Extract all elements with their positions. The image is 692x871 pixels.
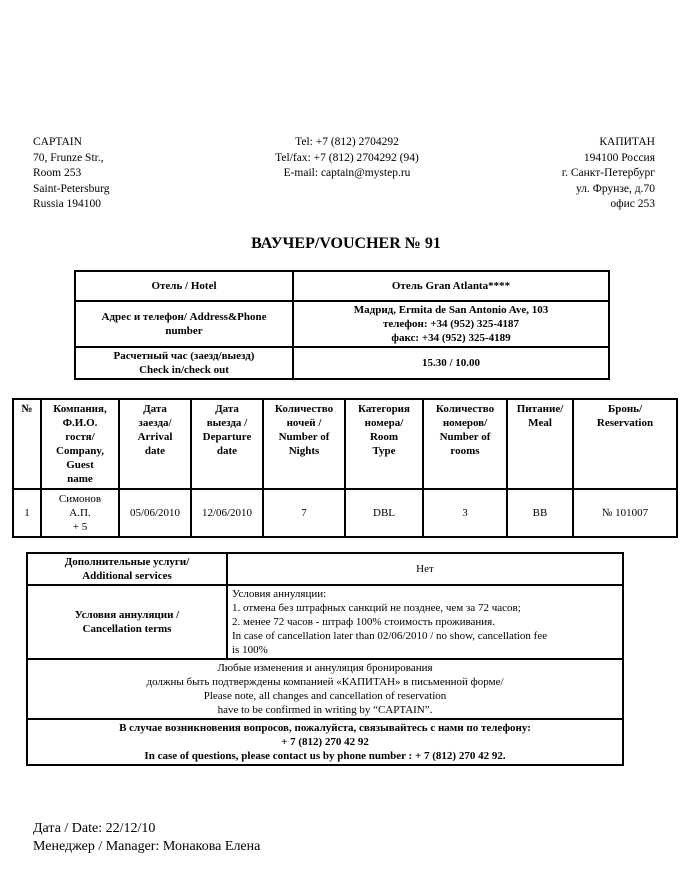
address-line: CAPTAIN [33, 136, 82, 148]
address-line: г. Санкт-Петербург [561, 167, 655, 179]
address-label-line: Адрес и телефон/ Address&Phone [101, 311, 267, 323]
terms-line: is 100% [232, 644, 268, 656]
guest-line: А.П. [69, 507, 91, 519]
col-header-nights: Количество ночей / Number of Nights [263, 399, 345, 489]
terms-line: Условия аннуляции: [232, 588, 327, 600]
cell-arrival: 05/06/2010 [119, 489, 191, 537]
company-contacts [232, 135, 462, 182]
address-value [293, 301, 609, 347]
voucher-title: ВАУЧЕР/VOUCHER № 91 [251, 235, 441, 252]
note-line: In case of questions, please contact us by phone number : + 7 (812) 270 42 92. [144, 750, 506, 762]
col-header-room-type: Категория номера/ Room Type [345, 399, 423, 489]
label-line: Дополнительные услуги/ [64, 556, 190, 568]
note-line: Please note, all changes and cancellation of reservation [203, 690, 447, 702]
cell-reservation: № 101007 [573, 489, 677, 537]
company-address-en [33, 135, 109, 213]
label-line: Additional services [82, 570, 172, 582]
booking-table [12, 398, 678, 538]
contact-line: Tel: +7 (812) 2704292 [295, 136, 399, 148]
note-line: Любые изменения и аннуляция бронирования [217, 662, 433, 674]
note-line: должны быть подтверждены компанией «КАПИТАН» в письменной форме/ [146, 676, 504, 688]
changes-note [27, 659, 623, 719]
cell-room-type: DBL [345, 489, 423, 537]
guest-line: Симонов [58, 493, 102, 505]
address-line: Russia 194100 [33, 198, 102, 210]
cell-rooms: 3 [423, 489, 507, 537]
cell-guest [41, 489, 119, 537]
issue-date: Дата / Date: 22/12/10 [33, 821, 156, 836]
hotel-info-table [74, 270, 610, 380]
note-line: have to be confirmed in writing by “CAPTAIN”. [217, 704, 433, 716]
guest-line: + 5 [72, 521, 88, 533]
col-header-rooms: Количество номеров/ Number of rooms [423, 399, 507, 489]
cell-meal: BB [507, 489, 573, 537]
col-header-meal: Питание/ Meal [507, 399, 573, 489]
cell-nights: 7 [263, 489, 345, 537]
contact-line: Tel/fax: +7 (812) 2704292 (94) [275, 151, 419, 164]
phone-line: + 7 (812) 270 42 92 [281, 736, 369, 748]
terms-line: In case of cancellation later than 02/06/2010 / no show, cancellation fee [232, 630, 548, 642]
services-table [26, 552, 624, 766]
address-label [75, 301, 293, 347]
hotel-label: Отель / Hotel [75, 271, 293, 301]
address-line: 70, Frunze Str., [33, 151, 104, 164]
address-line: Room 253 [33, 167, 82, 179]
checkin-label [75, 347, 293, 379]
cancellation-label [27, 585, 227, 659]
additional-services-label [27, 553, 227, 585]
terms-line: 2. менее 72 часов - штраф 100% стоимость проживания. [232, 616, 495, 628]
address-line: КАПИТАН [599, 136, 655, 148]
manager-name: Менеджер / Manager: Монакова Елена [33, 839, 261, 854]
address-line: офис 253 [610, 198, 655, 210]
label-line: Условия аннуляции / [74, 609, 180, 621]
terms-line: 1. отмена без штрафных санкций не позднее, чем за 72 часов; [232, 602, 521, 614]
phone-value: телефон: +34 (952) 325-4187 [382, 318, 520, 330]
address-value-line: Мадрид, Ermita de San Antonio Ave, 103 [353, 304, 549, 316]
address-line: 194100 Россия [583, 151, 655, 164]
company-address-ru [562, 135, 655, 213]
note-line: В случае возникновения вопросов, пожалуйста, связывайтесь с нами по телефону: [119, 722, 531, 734]
checkin-value: 15.30 / 10.00 [293, 347, 609, 379]
hotel-value: Отель Gran Atlanta**** [293, 271, 609, 301]
fax-value: факс: +34 (952) 325-4189 [391, 332, 511, 344]
footer [33, 820, 260, 856]
label-line: Cancellation terms [82, 623, 172, 635]
col-header-arrival: Дата заезда/ Arrival date [119, 399, 191, 489]
cell-num: 1 [13, 489, 41, 537]
col-header-guest: Компания, Ф.И.О. гостя/ Company, Guest name [41, 399, 119, 489]
questions-note [27, 719, 623, 765]
contact-line: E-mail: captain@mystep.ru [283, 167, 411, 179]
col-header-num: № [13, 399, 41, 489]
checkin-label-line: Расчетный час (заезд/выезд) [113, 350, 255, 362]
checkin-label-line: Check in/check out [139, 364, 229, 376]
additional-services-value: Нет [227, 553, 623, 585]
table-row [13, 489, 677, 537]
address-label-line: number [165, 325, 203, 337]
cancellation-terms [227, 585, 623, 659]
col-header-departure: Дата выезда / Departure date [191, 399, 263, 489]
col-header-reservation: Бронь/ Reservation [573, 399, 677, 489]
address-line: Saint-Petersburg [33, 182, 110, 195]
address-line: ул. Фрунзе, д.70 [576, 182, 655, 195]
cell-departure: 12/06/2010 [191, 489, 263, 537]
